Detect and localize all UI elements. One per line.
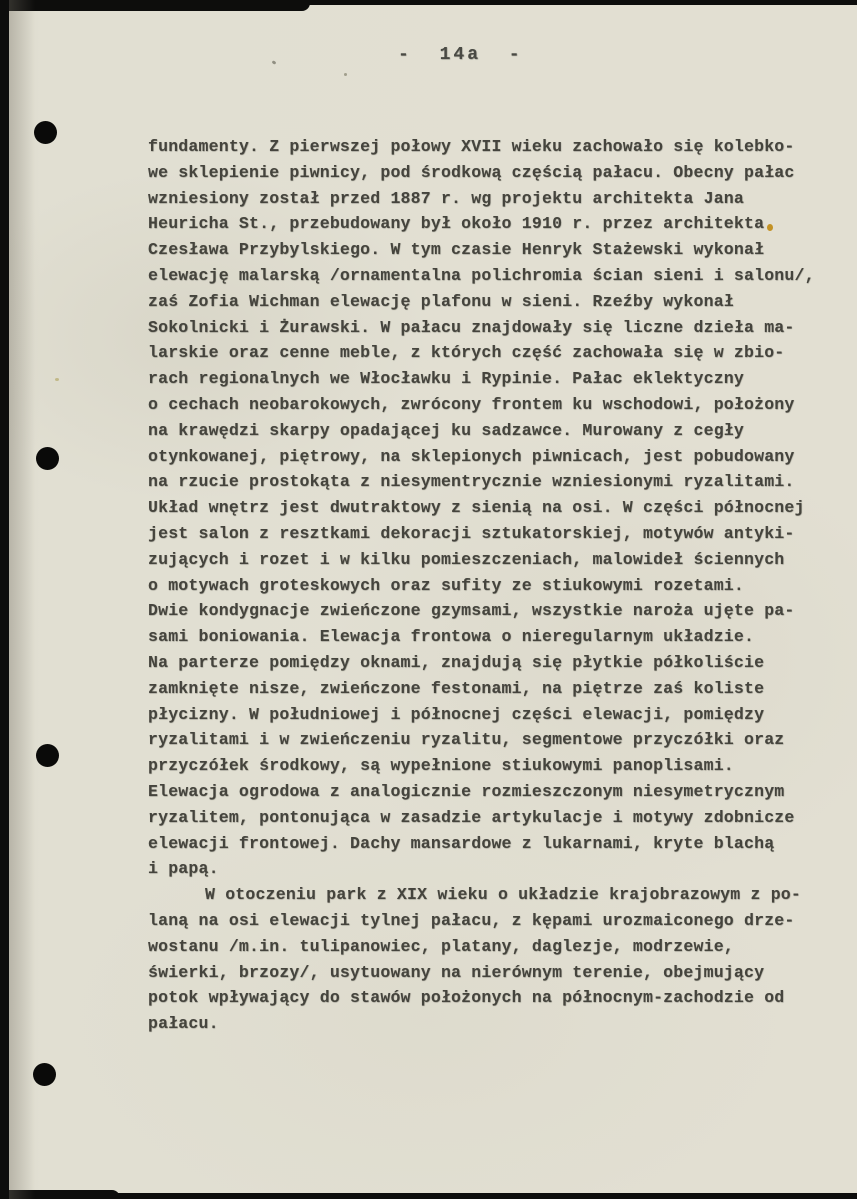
- scan-edge-bottom: [0, 1193, 857, 1199]
- paper-speck: [272, 60, 277, 65]
- text-line: o motywach groteskowych oraz sufity ze stiukowymi rozetami.: [148, 575, 744, 595]
- text-line: o cechach neobarokowych, zwrócony frontem ku wschodowi, położony: [148, 394, 795, 414]
- text-line: Heuricha St., przebudowany był około 1910 r. przez architekta: [148, 214, 765, 234]
- punch-hole: [36, 744, 59, 767]
- text-line: na rzucie prostokąta z niesymentrycznie wzniesionymi ryzalitami.: [148, 472, 795, 492]
- paper-stain: [767, 224, 773, 231]
- text-line: zujących i rozet i w kilku pomieszczeniach, malowideł ściennych: [148, 549, 785, 569]
- text-line: otynkowanej, piętrowy, na sklepionych piwnicach, jest pobudowany: [148, 446, 795, 466]
- text-line: wzniesiony został przed 1887 r. wg projektu architekta Jana: [148, 188, 744, 208]
- paper-speck: [55, 378, 59, 381]
- text-line: fundamenty. Z pierwszej połowy XVII wieku zachowało się kolebko-: [148, 137, 795, 156]
- text-line: W otoczeniu park z XIX wieku o układzie krajobrazowym z po-: [205, 885, 801, 905]
- text-line: Układ wnętrz jest dwutraktowy z sienią na osi. W części północnej: [148, 498, 805, 518]
- text-line: we sklepienie piwnicy, pod środkową częścią pałacu. Obecny pałac: [148, 162, 795, 182]
- text-line: ryzalitem, pontonująca w zasadzie artykulacje i motywy zdobnicze: [148, 807, 795, 827]
- text-line: rach regionalnych we Włocławku i Rypinie. Pałac eklektyczny: [148, 369, 744, 389]
- text-line: świerki, brzozy/, usytuowany na nierównym terenie, obejmujący: [148, 962, 765, 982]
- text-line: potok wpływający do stawów położonych na północnym-zachodzie od: [148, 988, 785, 1008]
- text-line: ryzalitami i w zwieńczeniu ryzalitu, segmentowe przyczółki oraz: [148, 730, 785, 750]
- text-line: elewacji frontowej. Dachy mansardowe z lukarnami, kryte blachą: [148, 833, 775, 853]
- text-line: jest salon z resztkami dekoracji sztukatorskiej, motywów antyki-: [148, 523, 795, 543]
- text-line: elewację malarską /ornamentalna polichromia ścian sieni i salonu/,: [148, 265, 815, 285]
- text-line: laną na osi elewacji tylnej pałacu, z kępami urozmaiconego drze-: [148, 910, 795, 930]
- text-line: larskie oraz cenne meble, z których część zachowała się w zbio-: [148, 343, 785, 363]
- text-line: wostanu /m.in. tulipanowiec, platany, daglezje, modrzewie,: [148, 936, 734, 956]
- text-line: sami boniowania. Elewacja frontowa o nieregularnym układzie.: [148, 627, 755, 647]
- scan-edge-top-left: [0, 0, 310, 11]
- page-number: - 14a -: [398, 45, 523, 65]
- text-line: zamknięte nisze, zwieńczone festonami, na piętrze zaś koliste: [148, 678, 765, 698]
- typewritten-text-block: [148, 134, 848, 1037]
- paper-edge-shadow: [9, 0, 35, 1199]
- text-line: pałacu.: [148, 1014, 219, 1034]
- text-line: zaś Zofia Wichman elewację plafonu w sieni. Rzeźby wykonał: [148, 291, 734, 311]
- scan-edge-left: [0, 0, 9, 1199]
- text-line: przyczółek środkowy, są wypełnione stiukowymi panoplisami.: [148, 756, 734, 776]
- text-line: na krawędzi skarpy opadającej ku sadzawce. Murowany z cegły: [148, 420, 744, 440]
- text-line: Czesława Przybylskiego. W tym czasie Henryk Stażewski wykonał: [148, 240, 765, 260]
- text-line: płycizny. W południowej i północnej części elewacji, pomiędzy: [148, 704, 765, 724]
- text-line: Na parterze pomiędzy oknami, znajdują się płytkie półkoliście: [148, 652, 765, 672]
- text-line: Sokolnicki i Żurawski. W pałacu znajdowały się liczne dzieła ma-: [148, 317, 795, 337]
- punch-hole: [36, 447, 59, 470]
- paper-speck: [344, 73, 347, 76]
- text-line: i papą.: [148, 859, 219, 879]
- text-line: Elewacja ogrodowa z analogicznie rozmieszczonym niesymetrycznym: [148, 781, 785, 801]
- punch-hole: [33, 1063, 56, 1086]
- text-line: Dwie kondygnacje zwieńczone gzymsami, wszystkie naroża ujęte pa-: [148, 601, 795, 621]
- punch-hole: [34, 121, 57, 144]
